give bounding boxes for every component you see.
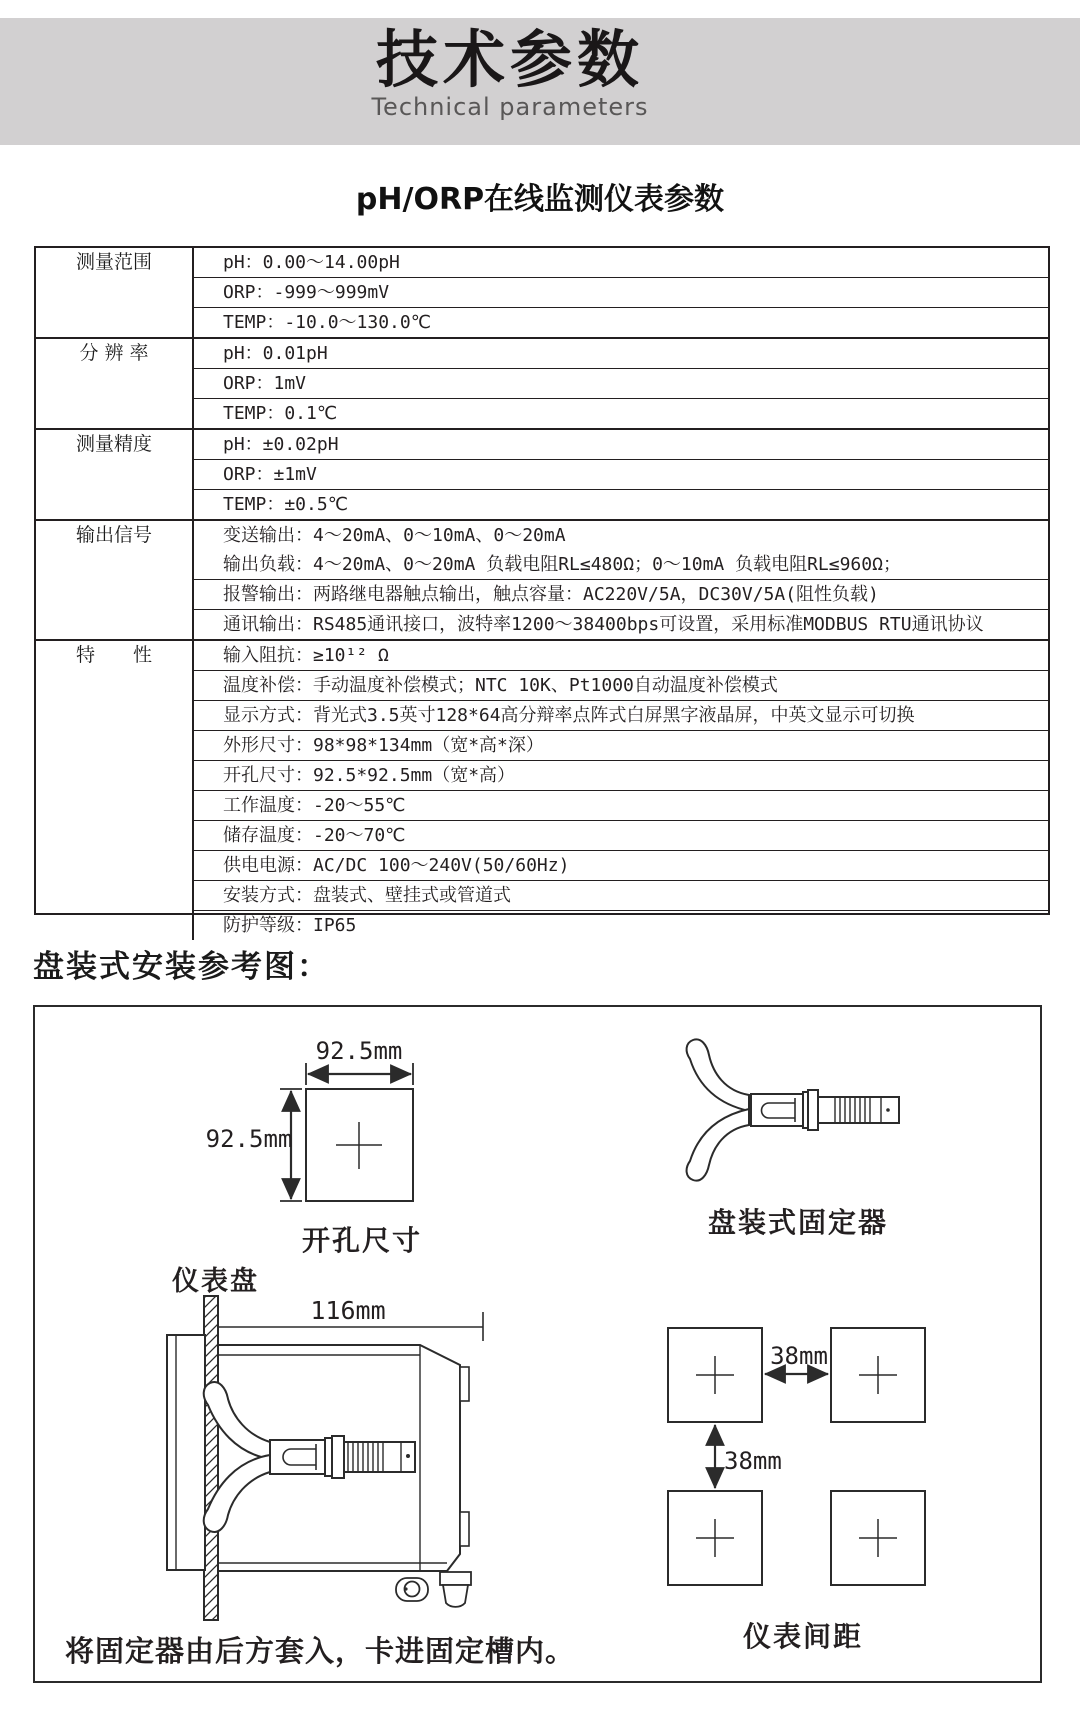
section-resolution [36,337,1048,428]
section-measuring-range [36,248,1048,337]
table-row: 开孔尺寸：92.5*92.5mm（宽*高） [194,760,1048,790]
table-row: 报警输出：两路继电器触点输出，触点容量：AC220V/5A，DC30V/5A(阻性负载) [194,579,1048,609]
spacing-horizontal-dimension: 38mm [770,1342,828,1370]
table-row: TEMP：±0.5℃ [194,489,1048,519]
table-row [194,521,1048,579]
section-features [36,639,1048,940]
table-row-line: 变送输出：4～20mA、0～10mA、0～20mA [223,525,566,546]
table-row: ORP：±1mV [194,459,1048,489]
insert-instruction-caption: 将固定器由后方套入，卡进固定槽内。 [64,1634,576,1668]
table-row: 温度补偿：手动温度补偿模式；NTC 10K、Pt1000自动温度补偿模式 [194,670,1048,700]
table-row: 安装方式：盘装式、壁挂式或管道式 [194,880,1048,910]
table-row: ORP：1mV [194,368,1048,398]
fixator-caption: 盘装式固定器 [707,1206,889,1239]
section-label: 输出信号 [36,521,194,639]
table-row: pH：±0.02pH [223,434,339,455]
installation-diagram [33,1005,1042,1683]
page-subtitle: Technical parameters [371,93,649,121]
page-title: 技术参数 [375,23,644,96]
header-banner [0,18,1080,145]
table-row: ORP：-999～999mV [194,277,1048,307]
table-row: TEMP：-10.0～130.0℃ [194,307,1048,337]
table-row: pH：0.01pH [223,343,328,364]
table-row: 外形尺寸：98*98*134mm（宽*高*深） [194,730,1048,760]
table-row: 工作温度：-20～55℃ [194,790,1048,820]
install-section-heading: 盘装式安装参考图： [33,949,330,985]
cutout-width-dimension: 92.5mm [315,1037,403,1065]
table-row: 显示方式：背光式3.5英寸128*64高分辩率点阵式白屏黑字液晶屏，中英文显示可切换 [194,700,1048,730]
table-row: 通讯输出：RS485通讯接口，波特率1200～38400bps可设置，采用标准MODBUS RTU通讯协议 [194,609,1048,639]
spacing-vertical-dimension: 38mm [724,1447,782,1475]
spec-table [34,246,1050,936]
spacing-caption: 仪表间距 [742,1620,864,1653]
panel-depth-dimension: 116mm [310,1296,386,1325]
cutout-caption: 开孔尺寸 [301,1224,423,1257]
table-row: TEMP：0.1℃ [194,398,1048,428]
table-row-line: 输出负载：4～20mA、0～20mA 负载电阻RL≤480Ω；0～10mA 负载电阻RL≤960Ω； [223,554,901,575]
section-label: 特 性 [36,641,194,940]
table-row: 储存温度：-20～70℃ [194,820,1048,850]
cutout-height-dimension: 92.5mm [205,1125,293,1153]
section-label: 测量精度 [36,430,194,519]
section-label: 分 辨 率 [36,339,194,428]
installation-line-art [35,1007,1040,1681]
doc-title: pH/ORP在线监测仪表参数 [355,182,725,217]
section-accuracy [36,428,1048,519]
table-row: 输入阻抗：≥10¹² Ω [223,645,389,666]
section-output-signal [36,519,1048,639]
table-row: 防护等级：IP65 [194,910,1048,940]
table-row: 供电电源：AC/DC 100～240V(50/60Hz) [194,850,1048,880]
section-label: 测量范围 [36,248,194,337]
panel-label: 仪表盘 [172,1266,259,1297]
table-row: pH：0.00～14.00pH [223,252,400,273]
